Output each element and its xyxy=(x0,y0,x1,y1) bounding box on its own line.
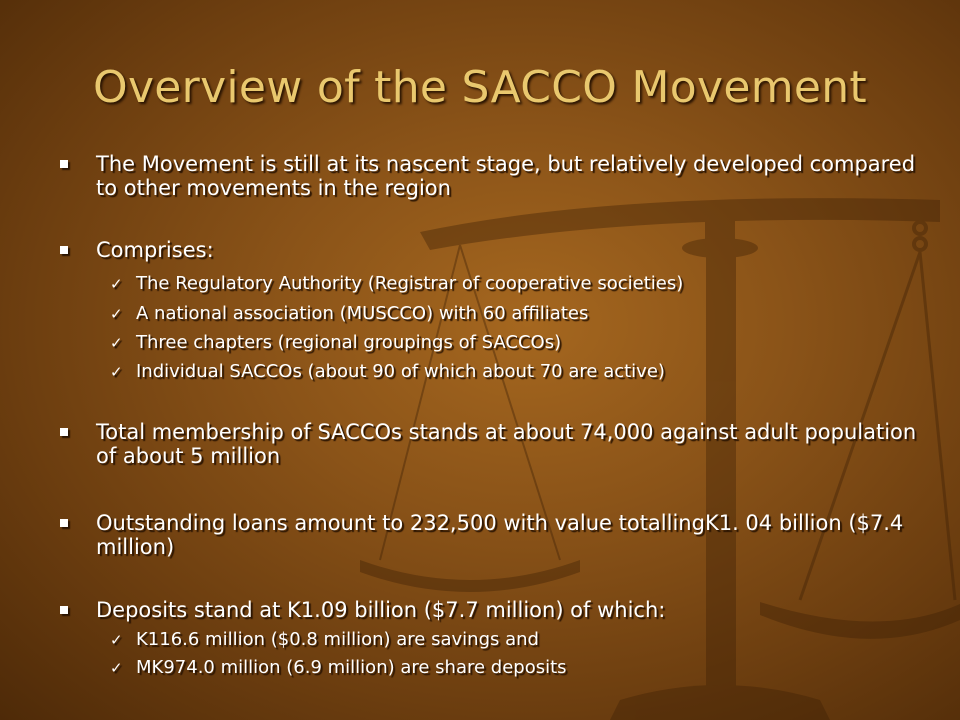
square-bullet-icon xyxy=(60,606,68,614)
sub-bullet-item xyxy=(110,273,930,295)
square-bullet-icon xyxy=(60,246,68,254)
sub-bullet-text: K116.6 million ($0.8 million) are savings and xyxy=(136,629,539,650)
square-bullet-icon xyxy=(60,160,68,168)
sub-bullet-text: Individual SACCOs (about 90 of which about 70 are active) xyxy=(136,361,665,382)
bullet-item xyxy=(60,238,940,262)
checkmark-icon: ✓ xyxy=(110,631,123,649)
sub-bullet-item xyxy=(110,629,930,651)
sub-bullet-item xyxy=(110,332,930,354)
sub-bullet-item xyxy=(110,361,930,383)
checkmark-icon: ✓ xyxy=(110,659,123,677)
sub-bullet-text: Three chapters (regional groupings of SACCOs) xyxy=(136,332,562,353)
sub-bullet-text: MK974.0 million (6.9 million) are share deposits xyxy=(136,657,567,678)
square-bullet-icon xyxy=(60,519,68,527)
sub-bullet-text: A national association (MUSCCO) with 60 affiliates xyxy=(136,303,589,324)
sub-bullet-item xyxy=(110,303,930,325)
bullet-text: Total membership of SACCOs stands at about 74,000 against adult population of about 5 million xyxy=(96,420,917,468)
checkmark-icon: ✓ xyxy=(110,275,123,293)
bullet-text: The Movement is still at its nascent stage, but relatively developed compared to other movements in the region xyxy=(96,152,916,200)
sub-bullet-item xyxy=(110,657,930,679)
bullet-text: Outstanding loans amount to 232,500 with value totallingK1. 04 billion ($7.4 million) xyxy=(96,511,904,559)
bullet-item xyxy=(60,152,940,200)
sub-bullet-text: The Regulatory Authority (Registrar of cooperative societies) xyxy=(136,273,684,294)
slide-title: Overview of the SACCO Movement xyxy=(93,62,867,113)
square-bullet-icon xyxy=(60,428,68,436)
checkmark-icon: ✓ xyxy=(110,334,123,352)
checkmark-icon: ✓ xyxy=(110,305,123,323)
bullet-item xyxy=(60,598,940,622)
checkmark-icon: ✓ xyxy=(110,363,123,381)
bullet-text: Comprises: xyxy=(96,238,214,262)
bullet-item xyxy=(60,511,940,559)
bullet-item xyxy=(60,420,940,468)
bullet-text: Deposits stand at K1.09 billion ($7.7 million) of which: xyxy=(96,598,666,622)
